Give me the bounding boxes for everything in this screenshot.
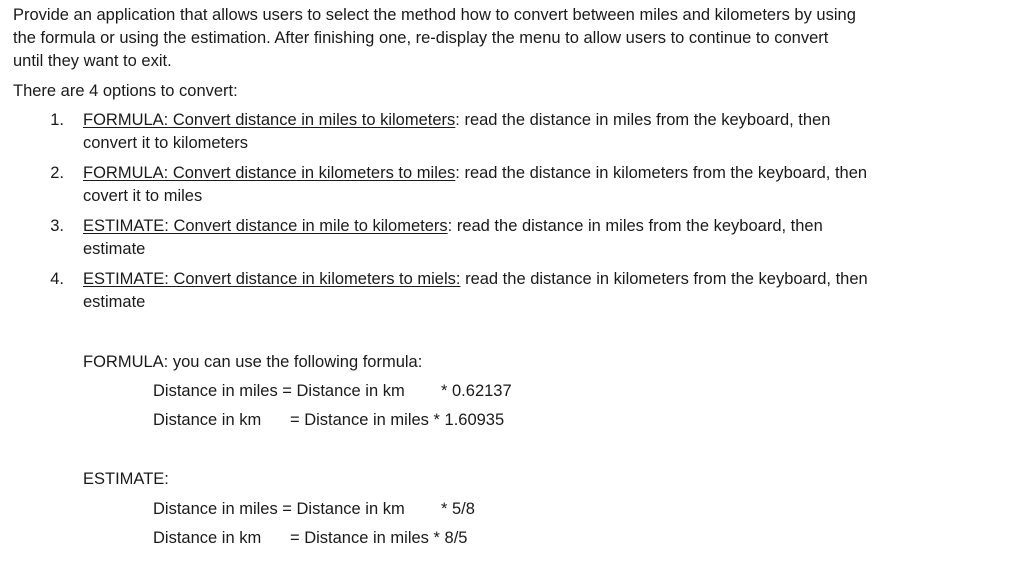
option-4-number: 4. — [50, 270, 64, 288]
estimate-row-1-left: Distance in miles = Distance in km — [153, 500, 405, 518]
estimate-row-2-right: = Distance in miles * 8/5 — [290, 529, 468, 547]
formula-row-2-right: = Distance in miles * 1.60935 — [290, 411, 505, 429]
option-4-description: read the distance in kilometers from the keyboard, then — [460, 270, 868, 288]
formula-row-1-right: * 0.62137 — [441, 382, 512, 400]
option-3-line — [83, 215, 823, 237]
formula-heading: FORMULA: you can use the following formula: — [83, 353, 423, 371]
option-4-line — [83, 268, 868, 290]
estimate-heading: ESTIMATE: — [83, 470, 169, 488]
option-3-description: : read the distance in miles from the keyboard, then — [447, 217, 823, 235]
option-1-title: FORMULA: Convert distance in miles to kilometers — [83, 111, 456, 129]
options-heading: There are 4 options to convert: — [13, 82, 238, 100]
intro-line-2: the formula or using the estimation. After finishing one, re-display the menu to allow users to continue to convert — [13, 29, 829, 47]
option-1-line — [83, 109, 830, 131]
intro-line-1: Provide an application that allows users to select the method how to convert between miles and kilometers by using — [13, 6, 856, 24]
option-4-continuation: estimate — [83, 293, 146, 311]
option-3-number: 3. — [50, 217, 64, 235]
option-2-number: 2. — [50, 164, 64, 182]
intro-line-3: until they want to exit. — [13, 52, 172, 70]
option-1-number: 1. — [50, 111, 64, 129]
option-3-title: ESTIMATE: Convert distance in mile to kilometers — [83, 217, 448, 235]
option-1-continuation: convert it to kilometers — [83, 134, 249, 152]
option-3-continuation: estimate — [83, 240, 146, 258]
formula-row-2-left: Distance in km — [153, 411, 262, 429]
option-2-continuation: covert it to miles — [83, 187, 203, 205]
option-2-line — [83, 162, 867, 184]
estimate-row-2-left: Distance in km — [153, 529, 262, 547]
option-2-description: : read the distance in kilometers from the keyboard, then — [455, 164, 868, 182]
option-2-title: FORMULA: Convert distance in kilometers to miles — [83, 164, 456, 182]
option-1-description: : read the distance in miles from the keyboard, then — [455, 111, 831, 129]
formula-row-1-left: Distance in miles = Distance in km — [153, 382, 405, 400]
option-4-title: ESTIMATE: Convert distance in kilometers to miels: — [83, 270, 461, 288]
estimate-row-1-right: * 5/8 — [441, 500, 475, 518]
